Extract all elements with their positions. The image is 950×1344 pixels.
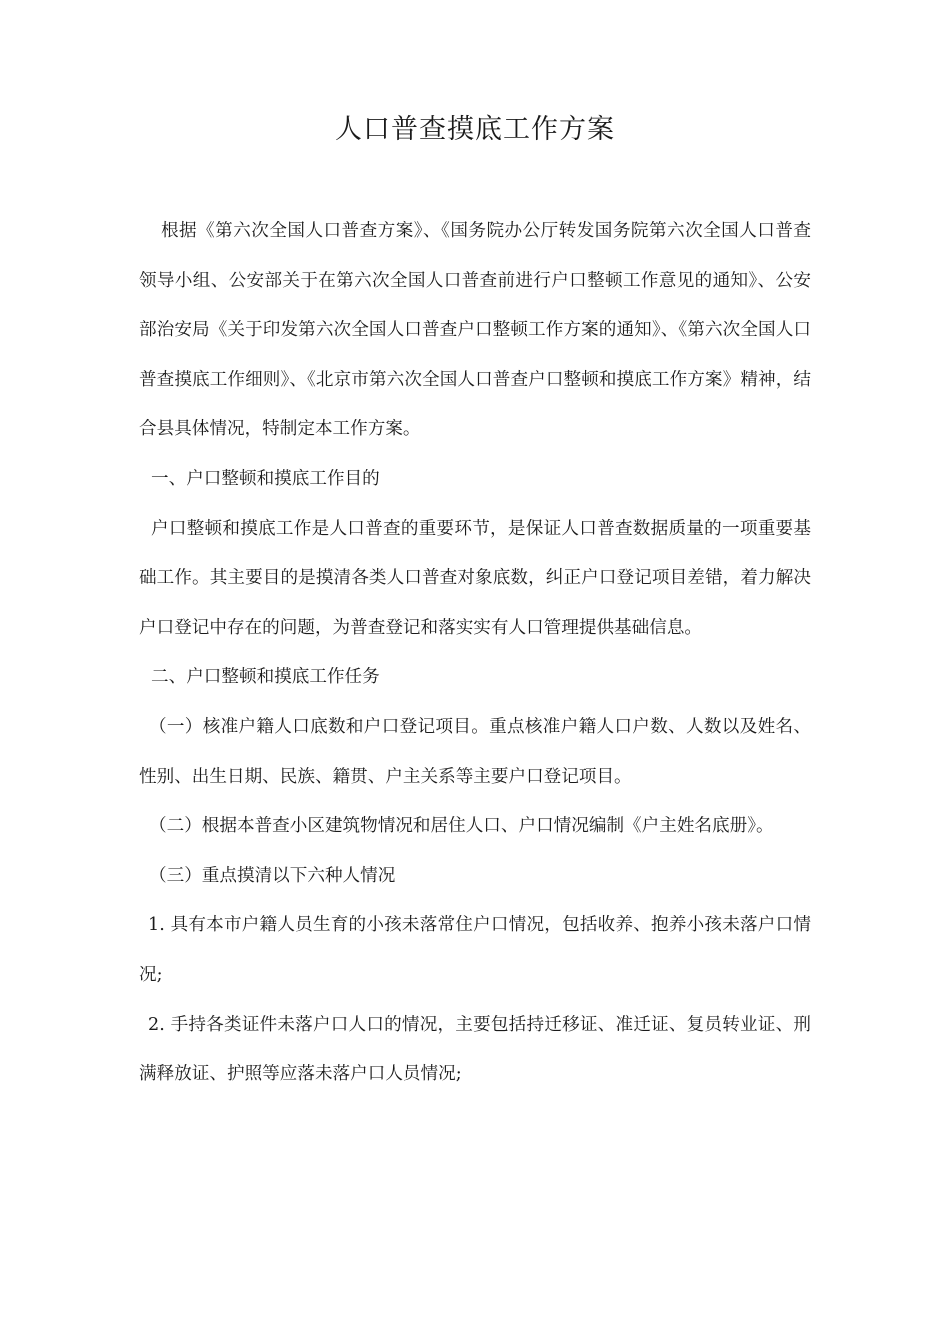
document-title: 人口普查摸底工作方案 — [335, 114, 615, 145]
paragraph-intro: 根据《第六次全国人口普查方案》、《国务院办公厅转发国务院第六次全国人口普查领导小组、公安部关于在第六次全国人口普查前进行户口整顿工作意见的通知》、公安部治安局《关于印发第六次全国人口普查户口整顿工作方案的通知》、《第六次全国人口普查摸底工作细则》、《北京市第六次全国人口普查户口整顿和摸底工作方案》精神，结合县具体情况，特制定本工作方案。 — [139, 221, 811, 440]
paragraph-task-2: （二）根据本普查小区建筑物情况和居住人口、户口情况编制《户主姓名底册》。 — [149, 816, 774, 837]
list-item-2: 2. 手持各类证件未落户口人口的情况，主要包括持迁移证、准迁证、复员转业证、刑满释放证、护照等应落未落户口人员情况; — [139, 1014, 811, 1085]
document-body — [139, 207, 811, 1100]
section-heading-tasks: 二、户口整顿和摸底工作任务 — [151, 667, 380, 688]
paragraph-purpose: 户口整顿和摸底工作是人口普查的重要环节，是保证人口普查数据质量的一项重要基础工作。其主要目的是摸清各类人口普查对象底数，纠正户口登记项目差错，着力解决户口登记中存在的问题，为普查登记和落实实有人口管理提供基础信息。 — [139, 518, 811, 638]
section-heading-purpose: 一、户口整顿和摸底工作目的 — [151, 468, 380, 489]
paragraph-task-3: （三）重点摸清以下六种人情况 — [149, 865, 396, 886]
paragraph-task-1: （一）核准户籍人口底数和户口登记项目。重点核准户籍人口户数、人数以及姓名、性别、出生日期、民族、籍贯、户主关系等主要户口登记项目。 — [139, 716, 811, 787]
list-item-1: 1. 具有本市户籍人员生育的小孩未落常住户口情况，包括收养、抱养小孩未落户口情况; — [139, 915, 811, 985]
